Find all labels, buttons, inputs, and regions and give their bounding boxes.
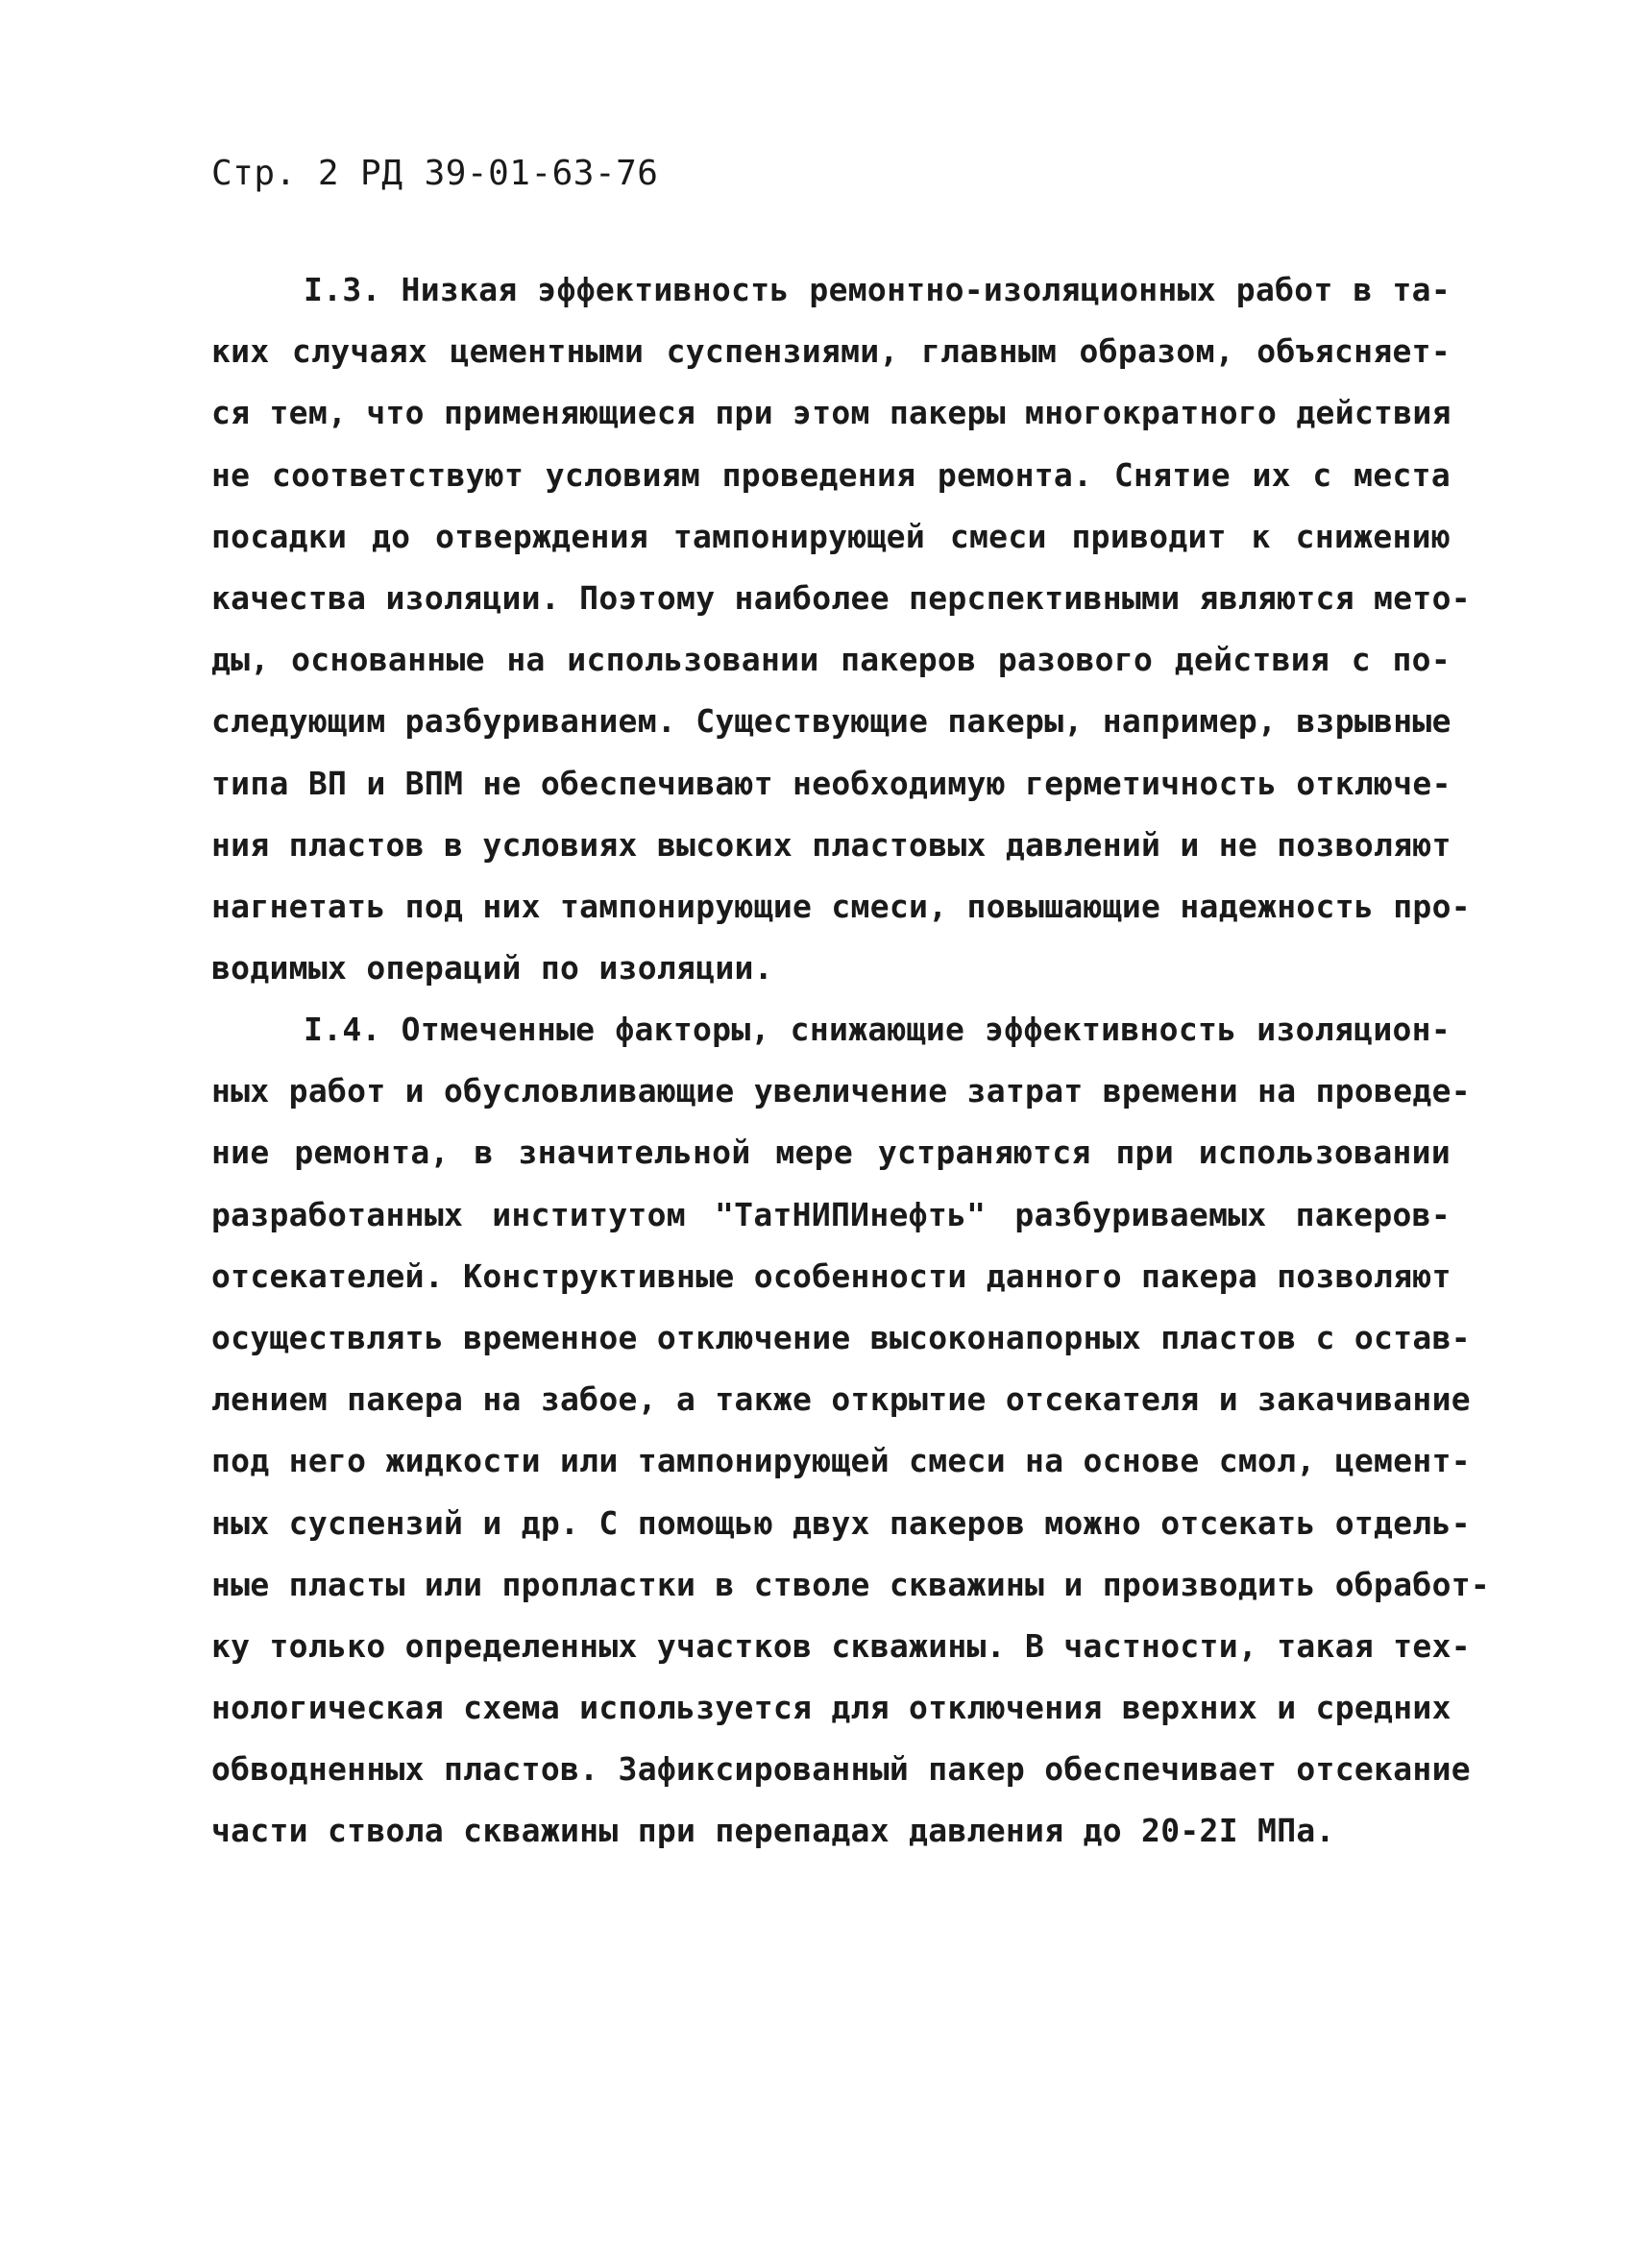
text-line: посадки до отверждения тампонирующей смеси приводит к снижению (211, 517, 1451, 555)
page-header (211, 154, 679, 193)
paragraph-1-3 (211, 259, 1471, 999)
text-line: I.3. Низкая эффективность ремонтно-изоляционных работ в та- (304, 271, 1451, 308)
text-line: ных работ и обусловливающие увеличение затрат времени на проведе- (211, 1072, 1471, 1110)
text-line: лением пакера на забое, а также открытие отсекателя и закачивание (211, 1380, 1471, 1419)
text-line: ных суспензий и др. С помощью двух пакеров можно отсекать отдель- (211, 1503, 1471, 1542)
text-line: ние ремонта, в значительной мере устраняются при использовании (211, 1134, 1451, 1172)
text-line: отсекателей. Конструктивные особенности данного пакера позволяют (211, 1256, 1451, 1295)
text-line: нагнетать под них тампонирующие смеси, повышающие надежность про- (211, 887, 1471, 925)
text-line: ные пласты или пропластки в стволе скважины и производить обработ- (211, 1565, 1491, 1603)
text-line: не соответствуют условиям проведения ремонта. Снятие их с места (211, 455, 1451, 494)
document-code: РД 39-01-63-76 (360, 154, 659, 193)
text-line: обводненных пластов. Зафиксированный пакер обеспечивает отсекание (211, 1750, 1471, 1789)
text-line: ды, основанные на использовании пакеров разового действия с по- (211, 641, 1451, 679)
text-line: качества изоляции. Поэтому наиболее перспективными являются мето- (211, 578, 1471, 617)
text-line: водимых операций по изоляции. (211, 949, 773, 988)
text-line: осуществлять временное отключение высоконапорных пластов с остав- (211, 1318, 1471, 1356)
text-line: нологическая схема используется для отключения верхних и средних (211, 1689, 1451, 1727)
text-line: ких случаях цементными суспензиями, главным образом, объясняет- (211, 332, 1451, 371)
text-line: под него жидкости или тампонирующей смеси на основе смол, цемент- (211, 1442, 1471, 1480)
text-line: ния пластов в условиях высоких пластовых давлений и не позволяют (211, 825, 1451, 864)
paragraph-1-4 (211, 999, 1491, 1863)
page-number-label: Стр. 2 (211, 154, 340, 193)
text-line: типа ВП и ВПМ не обеспечивают необходимую герметичность отключе- (211, 764, 1451, 802)
text-line: разработанных институтом "ТатНИПИнефть" разбуриваемых пакеров- (211, 1195, 1451, 1233)
text-line: ся тем, что применяющиеся при этом пакеры многократного действия (211, 394, 1451, 432)
text-line: части ствола скважины при перепадах давления до 20-2I МПа. (211, 1812, 1335, 1850)
text-line: I.4. Отмеченные факторы, снижающие эффективность изоляцион- (304, 1011, 1451, 1048)
text-line: следующим разбуриванием. Существующие пакеры, например, взрывные (211, 702, 1451, 741)
text-line: ку только определенных участков скважины. В частности, такая тех- (211, 1626, 1471, 1665)
